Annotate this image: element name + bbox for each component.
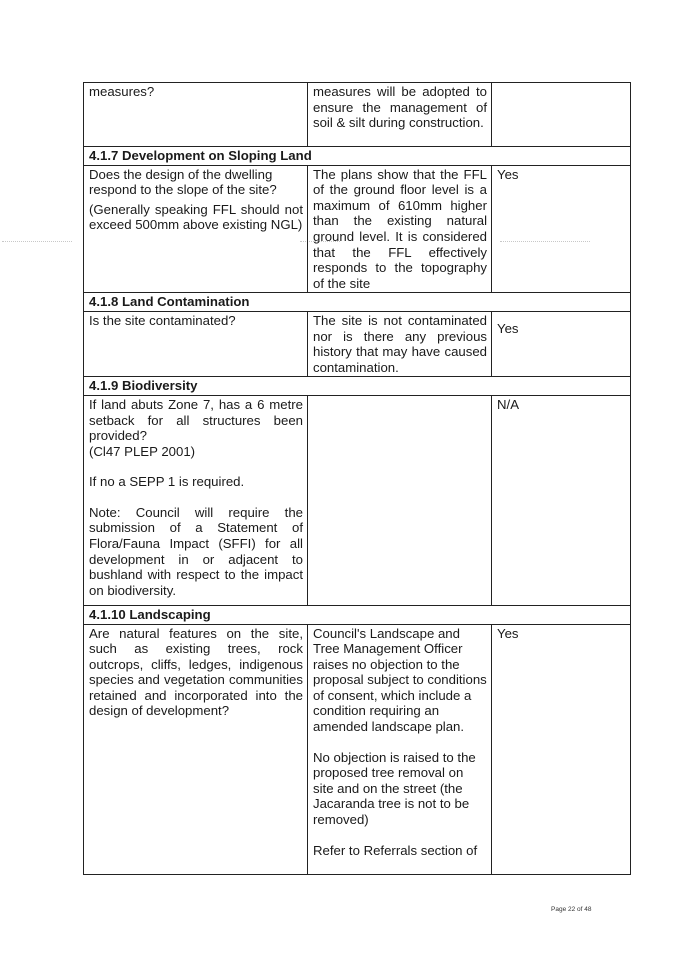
compliance-text: Yes <box>497 166 519 182</box>
table-row <box>84 311 631 376</box>
page-number: Page 22 of 48 <box>551 906 592 913</box>
control-text: If land abuts Zone 7, has a 6 metre setback for all structures been provided? <box>89 396 303 444</box>
section-heading: 4.1.7 Development on Sloping Land <box>84 147 631 166</box>
section-heading-row <box>84 293 631 312</box>
comment-cell <box>308 624 492 874</box>
compliance-cell <box>492 624 631 874</box>
control-reference: (Cl47 PLEP 2001) <box>89 443 196 459</box>
comment-text: Council's Landscape and Tree Management Officer raises no objection to the proposal subject to conditions of consent, which include a condition requiring an amended landscape plan. <box>313 625 487 735</box>
section-heading: 4.1.9 Biodiversity <box>84 377 631 396</box>
comment-cell <box>308 311 492 376</box>
control-note: Note: Council will require the submission of a Statement of Flora/Fauna Impact (SFFI) for all development in or adjacent to bushland with respect to the impact on biodiversity. <box>89 504 303 598</box>
compliance-table <box>83 82 631 875</box>
comment-cell <box>308 165 492 293</box>
comment-cell <box>308 83 492 147</box>
section-heading-row <box>84 377 631 396</box>
compliance-cell <box>492 83 631 147</box>
compliance-cell <box>492 165 631 293</box>
comment-text: No objection is raised to the proposed tree removal on site and on the street (the Jacaranda tree is not to be removed) <box>313 749 476 828</box>
table-row <box>84 624 631 874</box>
compliance-cell <box>492 311 631 376</box>
control-note: (Generally speaking FFL should not exceed 500mm above existing NGL) <box>89 201 303 233</box>
section-heading-row <box>84 605 631 624</box>
control-cell <box>84 624 308 874</box>
control-cell <box>84 311 308 376</box>
compliance-text: N/A <box>497 396 519 412</box>
control-text: Is the site contaminated? <box>89 312 236 328</box>
control-text: If no a SEPP 1 is required. <box>89 474 245 490</box>
control-cell <box>84 165 308 293</box>
table-row <box>84 83 631 147</box>
compliance-cell <box>492 395 631 605</box>
comment-text: The plans show that the FFL of the ground floor level is a maximum of 610mm higher than the existing natural ground level. It is considered that the FFL effectively responds to the topography of the site <box>313 166 487 291</box>
comment-cell <box>308 395 492 605</box>
comment-text: measures will be adopted to ensure the management of soil & silt during construction. <box>313 84 487 131</box>
comment-text: The site is not contaminated nor is there any previous history that may have caused contamination. <box>313 312 487 375</box>
comment-text: Refer to Referrals section of <box>313 842 478 858</box>
scan-artifact <box>2 241 72 242</box>
compliance-text: Yes <box>497 320 519 336</box>
section-heading: 4.1.8 Land Contamination <box>84 293 631 312</box>
compliance-text: Yes <box>497 625 519 641</box>
table-row <box>84 165 631 293</box>
control-cell <box>84 83 308 147</box>
table-row <box>84 395 631 605</box>
control-text: measures? <box>89 84 155 99</box>
section-heading: 4.1.10 Landscaping <box>84 605 631 624</box>
control-text: Are natural features on the site, such as existing trees, rock outcrops, cliffs, ledges, indigenous species and vegetation communities retained and incorporated into the design of development? <box>89 625 303 719</box>
control-cell <box>84 395 308 605</box>
section-heading-row <box>84 147 631 166</box>
control-text: Does the design of the dwelling respond to the slope of the site? <box>89 166 277 198</box>
